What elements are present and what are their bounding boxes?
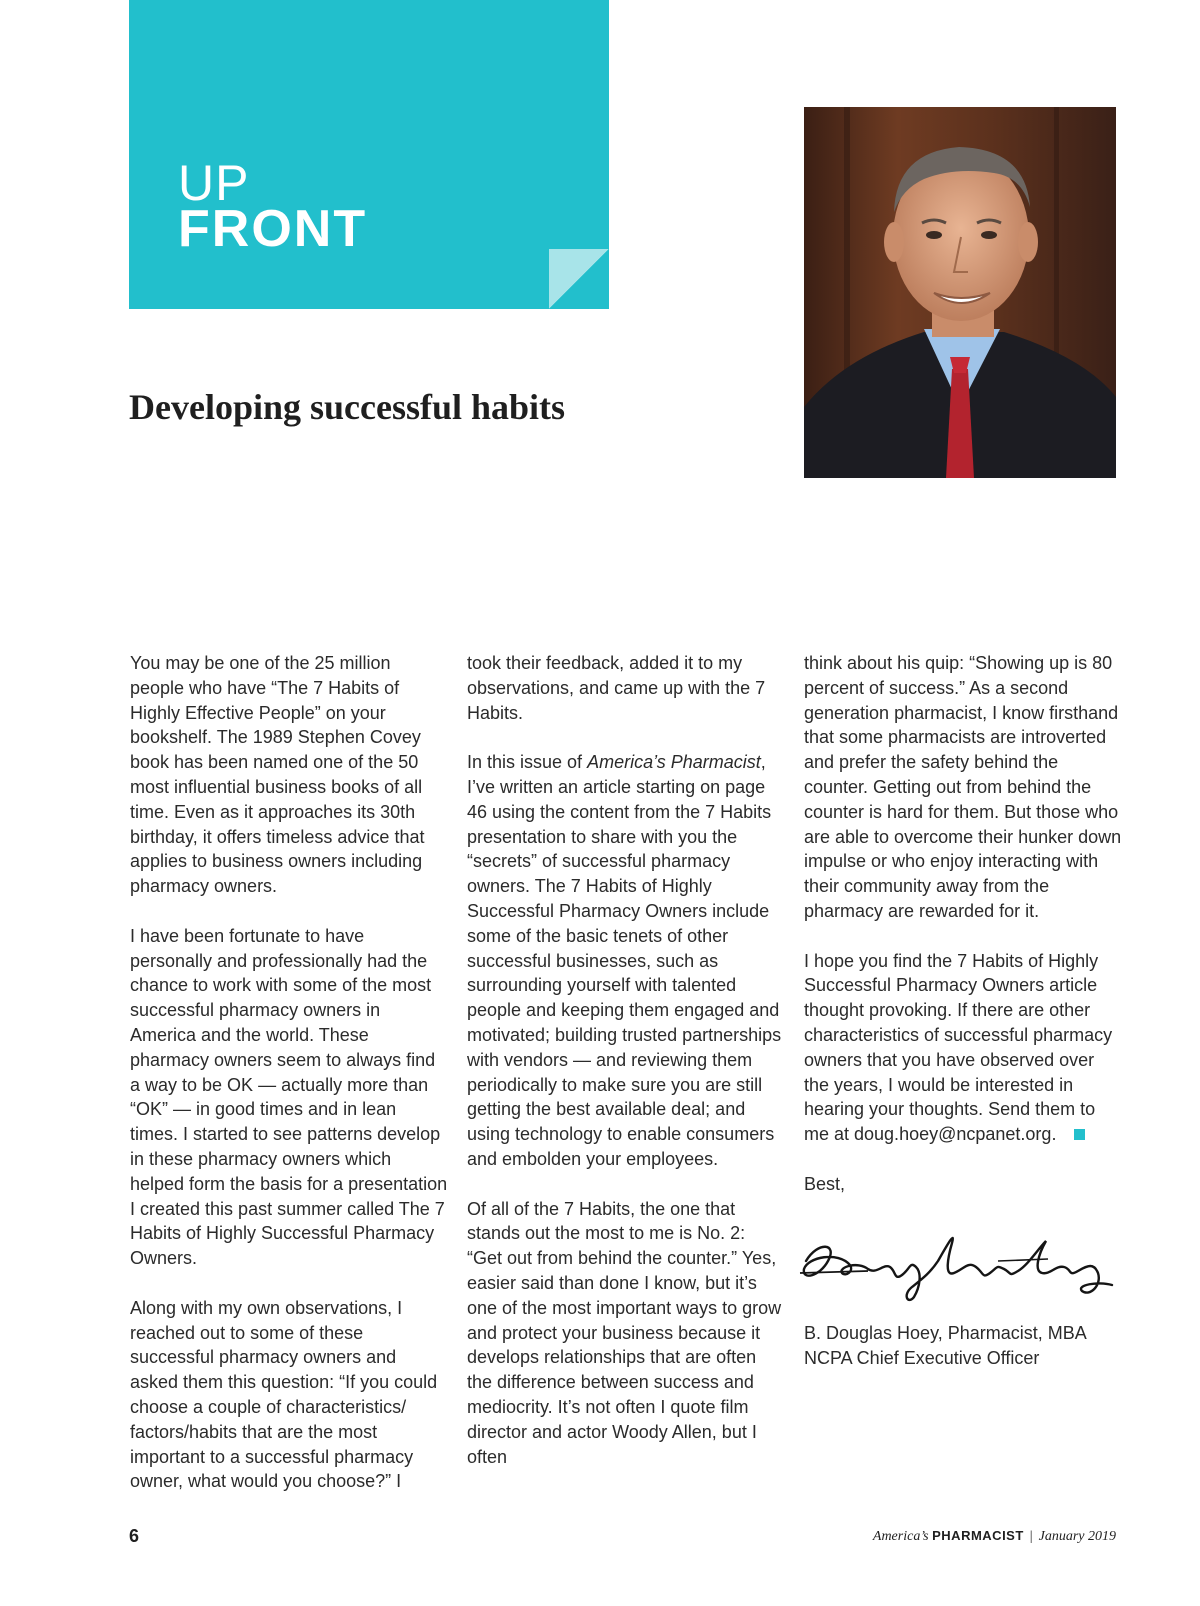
column-3 <box>804 651 1122 1371</box>
paragraph: Along with my own observations, I reached out to some of these successful pharmacy owners and asked them this question: “If you could choose a couple of characteristics/ factors/habits that are the most important to a successful pharmacy owner, what would you choose?” I <box>130 1297 438 1492</box>
handwritten-signature <box>798 1221 1118 1307</box>
column-2 <box>467 651 785 1494</box>
footer-publication-line <box>873 1528 1116 1545</box>
footer-magazine-name-b: PHARMACIST <box>932 1528 1024 1543</box>
footer-issue-date: January 2019 <box>1038 1529 1116 1544</box>
footer-magazine-name-a: America’s <box>872 1529 929 1544</box>
paragraph: You may be one of the 25 million people who have “The 7 Habits of Highly Effective People” on your bookshelf. The 1989 Stephen Covey book has been named one of the 50 most influential business books of all time. Even as it approaches its 30th birthday, it offers timeless advice that applies to business owners including pharmacy owners. <box>130 653 425 897</box>
page-fold-corner <box>549 249 609 309</box>
signature-image <box>798 1221 1122 1307</box>
paragraph: think about his quip: “Showing up is 80 percent of success.” As a second generation pharmacist, I know firsthand that some pharmacists are introverted and prefer the safety behind the counter. Getting out from behind the counter is hard for them. But those who are able to overcome their hunker down impulse or who enjoy interacting with their community away from the pharmacy are rewarded for it. <box>804 653 1122 921</box>
section-banner <box>129 0 609 309</box>
paragraph: Of all of the 7 Habits, the one that stands out the most to me is No. 2: “Get out from behind the counter.” Yes, easier said than done I know, but it’s one of the most important ways to grow and protect your business because it develops relationships that are often the difference between success and mediocrity. It’s not often I quote film director and actor Woody Allen, but I often <box>467 1198 782 1467</box>
paragraph: took their feedback, added it to my observations, and came up with the 7 Habits. <box>467 653 766 723</box>
closing: Best, <box>804 1173 846 1194</box>
signer-title: NCPA Chief Executive Officer <box>804 1348 1040 1369</box>
paragraph: I have been fortunate to have personally and professionally had the chance to work with some of the most successful pharmacy owners in America and the world. These pharmacy owners seem to always find a way to be OK — actually more than “OK” — in good times and in lean times. I started to see patterns develop in these pharmacy owners which helped form the basis for a presentation I created this past summer called The 7 Habits of Highly Successful Pharmacy Owners. <box>130 925 448 1269</box>
column-1 <box>130 651 448 1519</box>
portrait-illustration <box>804 107 1116 478</box>
banner-line-front: FRONT <box>178 200 368 258</box>
paragraph-text: In this issue of <box>467 752 588 773</box>
magazine-title-italic: America’s Pharmacist <box>587 752 761 773</box>
paragraph <box>804 949 1122 1147</box>
portrait-photo <box>804 107 1116 478</box>
paragraph-text: , I’ve written an article starting on page 46 using the content from the 7 Habits presentation to share with you the “secrets” of successful pharmacy owners. The 7 Habits of Highly Successful Pharmacy Owners include some of the basic tenets of other successful businesses, such as surrounding yourself with talented people and keeping them engaged and motivated; building trusted partnerships with vendors — and reviewing them periodically to make sure you are still getting the best available deal; and using technology to enable consumers and embolden your employees. <box>467 752 782 1169</box>
signer-name: B. Douglas Hoey, Pharmacist, MBA <box>804 1323 1087 1344</box>
article-headline: Developing successful habits <box>129 387 566 427</box>
end-of-article-mark <box>1074 1129 1085 1140</box>
paragraph-text: I hope you find the 7 Habits of Highly Successful Pharmacy Owners article thought provoking. If there are other characteristics of successful pharmacy owners that you have observed over the years, I would be interested in hearing your thoughts. Send them to me at doug.hoey@ncpanet.org. <box>804 950 1113 1145</box>
banner-line-up: UP <box>178 155 250 211</box>
footer-separator: | <box>1029 1529 1033 1544</box>
page-number: 6 <box>129 1526 140 1546</box>
paragraph <box>467 750 785 1172</box>
